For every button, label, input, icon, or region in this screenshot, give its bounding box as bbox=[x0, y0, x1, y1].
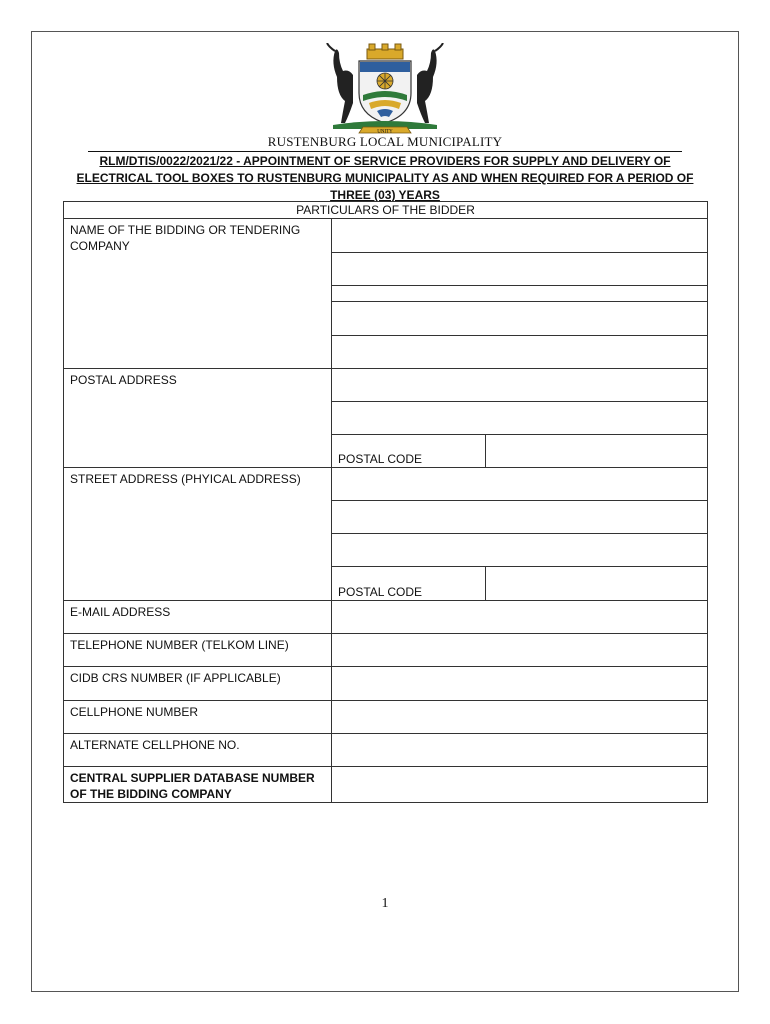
document-title: RLM/DTIS/0022/2021/22 - APPOINTMENT OF SERVICE PROVIDERS FOR SUPPLY AND DELIVERY OF ELECTRICAL TOOL BOXES TO RUSTENBURG MUNICIPALITY AS AND WHEN REQUIRED FOR A PERIOD OF THREE (03) YEARS bbox=[76, 154, 694, 202]
postal-address-field-1[interactable] bbox=[332, 369, 708, 402]
company-name-label: NAME OF THE BIDDING OR TENDERING COMPANY bbox=[64, 219, 332, 369]
postal-address-label: POSTAL ADDRESS bbox=[64, 369, 332, 468]
bidder-particulars-form bbox=[63, 201, 707, 803]
alt-cellphone-field[interactable] bbox=[332, 734, 708, 767]
form-heading: PARTICULARS OF THE BIDDER bbox=[64, 202, 708, 219]
company-name-field-2[interactable] bbox=[332, 253, 708, 286]
postal-address-field-2[interactable] bbox=[332, 402, 708, 435]
street-address-field-2[interactable] bbox=[332, 501, 708, 534]
street-address-label: STREET ADDRESS (PHYICAL ADDRESS) bbox=[64, 468, 332, 601]
street-postal-code-label: POSTAL CODE bbox=[332, 567, 486, 601]
street-address-field-3[interactable] bbox=[332, 534, 708, 567]
csd-number-label: CENTRAL SUPPLIER DATABASE NUMBER OF THE BIDDING COMPANY bbox=[64, 767, 332, 803]
company-name-field-5[interactable] bbox=[332, 336, 708, 369]
company-name-field-3[interactable] bbox=[332, 286, 708, 302]
telephone-field[interactable] bbox=[332, 634, 708, 667]
header-rule bbox=[88, 151, 682, 152]
cellphone-label: CELLPHONE NUMBER bbox=[64, 701, 332, 734]
svg-text:UNITY: UNITY bbox=[377, 129, 393, 135]
company-name-field-1[interactable] bbox=[332, 219, 708, 253]
email-field[interactable] bbox=[332, 601, 708, 634]
street-address-field-1[interactable] bbox=[332, 468, 708, 501]
csd-number-field[interactable] bbox=[332, 767, 708, 803]
cidb-field[interactable] bbox=[332, 667, 708, 701]
municipality-name: RUSTENBURG LOCAL MUNICIPALITY bbox=[267, 134, 503, 149]
company-name-field-4[interactable] bbox=[332, 302, 708, 336]
cellphone-field[interactable] bbox=[332, 701, 708, 734]
cidb-label: CIDB CRS NUMBER (IF APPLICABLE) bbox=[64, 667, 332, 701]
municipal-coat-of-arms bbox=[323, 43, 447, 135]
page-number: 1 bbox=[381, 896, 389, 911]
email-label: E-MAIL ADDRESS bbox=[64, 601, 332, 634]
telephone-label: TELEPHONE NUMBER (TELKOM LINE) bbox=[64, 634, 332, 667]
postal-code-field[interactable] bbox=[486, 435, 708, 468]
street-postal-code-field[interactable] bbox=[486, 567, 708, 601]
postal-code-label: POSTAL CODE bbox=[332, 435, 486, 468]
alt-cellphone-label: ALTERNATE CELLPHONE NO. bbox=[64, 734, 332, 767]
